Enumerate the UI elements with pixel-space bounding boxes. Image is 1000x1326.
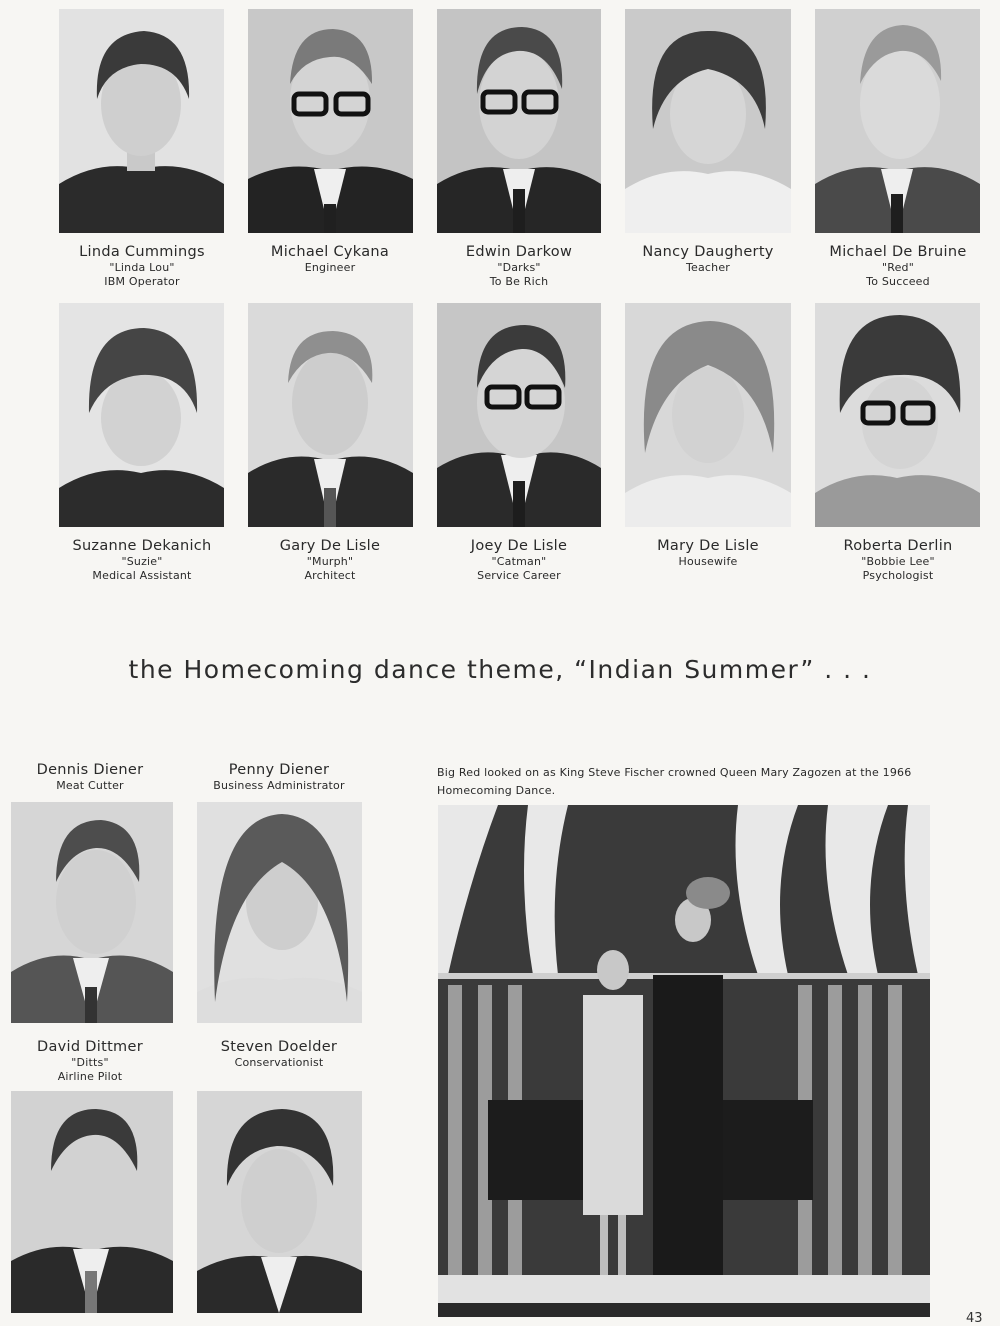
portrait-dennis-diener (11, 802, 173, 1023)
student-nickname: "Darks" (497, 261, 541, 275)
portrait-mary-de-lisle (625, 303, 791, 527)
student-ambition: Psychologist (862, 568, 934, 582)
student-name: Dennis Diener (36, 762, 144, 778)
caption-steven-doelder (179, 1039, 379, 1070)
student-nickname: "Bobbie Lee" (861, 555, 935, 569)
student-name: Mary De Lisle (657, 538, 759, 554)
caption-linda-cummings (42, 244, 242, 288)
caption-michael-de-bruine (798, 244, 998, 288)
portrait-gary-de-lisle (248, 303, 413, 527)
homecoming-coronation-photo (438, 805, 930, 1317)
student-name: Suzanne Dekanich (72, 538, 212, 554)
caption-gary-de-lisle (230, 538, 430, 582)
portrait-suzanne-dekanich (59, 303, 224, 527)
student-name: Michael De Bruine (829, 244, 967, 260)
student-ambition: Engineer (304, 261, 356, 275)
student-name: David Dittmer (37, 1039, 143, 1055)
caption-dennis-diener (0, 762, 180, 793)
caption-mary-de-lisle (608, 538, 808, 569)
student-ambition: Business Administrator (213, 779, 345, 793)
student-nickname: "Linda Lou" (109, 261, 175, 275)
student-ambition: Medical Assistant (92, 568, 192, 582)
student-nickname: "Murph" (306, 555, 354, 569)
portrait-michael-de-bruine (815, 9, 980, 233)
student-ambition: Housewife (678, 555, 738, 569)
student-name: Roberta Derlin (843, 538, 953, 554)
caption-michael-cykana (230, 244, 430, 275)
student-nickname: "Suzie" (121, 555, 163, 569)
portrait-linda-cummings (59, 9, 224, 233)
caption-roberta-derlin (798, 538, 998, 582)
student-nickname: "Red" (881, 261, 915, 275)
portrait-joey-de-lisle (437, 303, 601, 527)
portrait-edwin-darkow (437, 9, 601, 233)
student-nickname: "Ditts" (71, 1056, 109, 1070)
student-ambition: IBM Operator (104, 274, 180, 288)
student-ambition: To Be Rich (489, 274, 549, 288)
caption-nancy-daugherty (608, 244, 808, 275)
caption-joey-de-lisle (419, 538, 619, 582)
student-name: Edwin Darkow (465, 244, 573, 260)
portrait-penny-diener (197, 802, 362, 1023)
portrait-steven-doelder (197, 1091, 362, 1313)
student-name: Joey De Lisle (470, 538, 568, 554)
student-name: Michael Cykana (270, 244, 390, 260)
caption-penny-diener (179, 762, 379, 793)
caption-edwin-darkow (419, 244, 619, 288)
portrait-roberta-derlin (815, 303, 980, 527)
portrait-nancy-daugherty (625, 9, 791, 233)
student-name: Steven Doelder (220, 1039, 338, 1055)
section-headline: the Homecoming dance theme, “Indian Summer” . . . (128, 655, 872, 684)
student-ambition: Teacher (685, 261, 731, 275)
student-ambition: Service Career (477, 568, 561, 582)
student-name: Linda Cummings (79, 244, 205, 260)
student-ambition: To Succeed (866, 274, 930, 288)
student-name: Penny Diener (228, 762, 330, 778)
caption-david-dittmer (0, 1039, 180, 1083)
student-nickname: "Catman" (491, 555, 547, 569)
portrait-michael-cykana (248, 9, 413, 233)
student-ambition: Airline Pilot (57, 1069, 123, 1083)
student-name: Gary De Lisle (279, 538, 381, 554)
student-ambition: Conservationist (234, 1056, 324, 1070)
student-ambition: Meat Cutter (56, 779, 124, 793)
student-ambition: Architect (304, 568, 356, 582)
event-photo-caption: Big Red looked on as King Steve Fischer crowned Queen Mary Zagozen at the 1966 Homecoming Dance. (437, 766, 912, 798)
caption-suzanne-dekanich (42, 538, 242, 582)
portrait-david-dittmer (11, 1091, 173, 1313)
student-name: Nancy Daugherty (642, 244, 774, 260)
page-number: 43 (966, 1311, 983, 1326)
